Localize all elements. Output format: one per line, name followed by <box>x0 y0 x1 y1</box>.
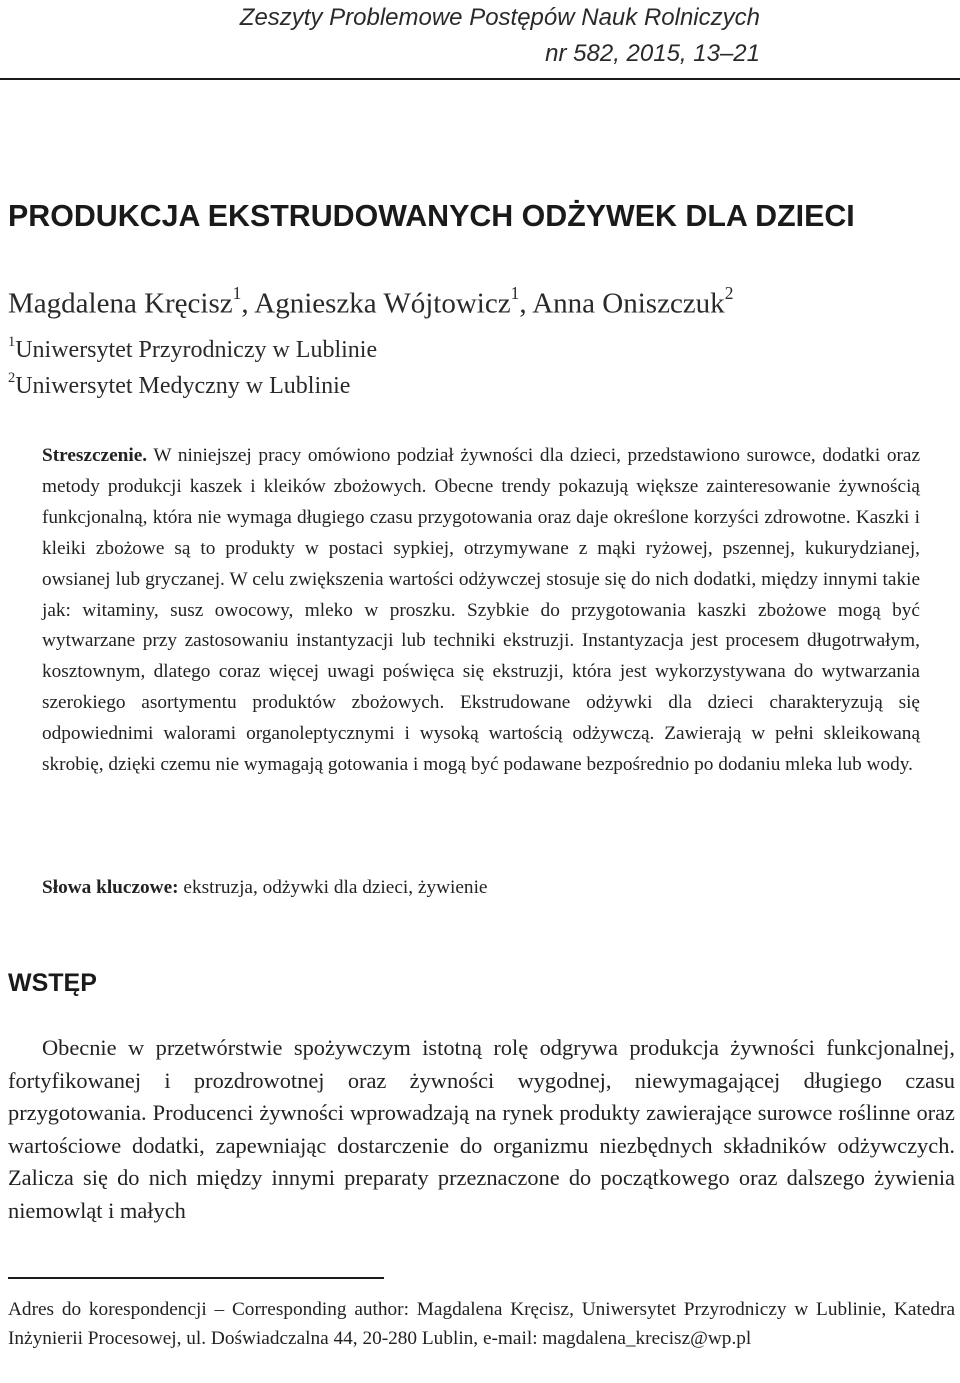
affiliation <box>8 362 350 404</box>
affiliation-number: 1 <box>8 333 16 350</box>
journal-header <box>240 0 760 72</box>
section-heading: WSTĘP <box>8 969 97 997</box>
header-rule <box>0 78 960 80</box>
author-name: Magdalena Kręcisz <box>8 287 233 320</box>
author-affil-ref: 2 <box>724 283 734 304</box>
author-name: Anna Oniszczuk <box>532 287 725 320</box>
keywords <box>42 873 920 903</box>
keywords-text: ekstruzja, odżywki dla dzieci, żywienie <box>178 877 488 898</box>
affiliation-name: Uniwersytet Medyczny w Lublinie <box>15 373 351 399</box>
abstract-label: Streszczenie. <box>42 445 148 466</box>
journal-name: Zeszyty Problemowe Postępów Nauk Rolniczych <box>239 4 760 31</box>
author-name: Agnieszka Wójtowicz <box>254 287 511 320</box>
author-affil-ref: 1 <box>232 283 242 304</box>
affiliation-name: Uniwersytet Przyrodniczy w Lublinie <box>15 337 378 363</box>
abstract <box>42 441 920 781</box>
footnote-rule <box>8 1277 384 1279</box>
author-separator: , <box>241 287 255 320</box>
article-title: PRODUKCJA EKSTRUDOWANYCH ODŻYWEK DLA DZIECI <box>8 198 855 233</box>
abstract-text: W niniejszej pracy omówiono podział żywności dla dzieci, przedstawiono surowce, dodatki oraz metody produkcji kaszek i kleików zbożowych. Obecne trendy pokazują większe zainteresowanie żywnością funkcjonalną, która nie wymaga długiego czasu przygotowania oraz daje określone korzyści zdrowotne. Kaszki i kleiki zbożowe są to produkty w postaci sypkiej, otrzymywane z mąki ryżowej, pszennej, kukurydzianej, owsianej lub gryczanej. W celu zwiększenia wartości odżywczej stosuje się do nich dodatki, między innymi takie jak: witaminy, susz owocowy, mleko w proszku. Szybkie do przygotowania kaszki zbożowe mogą być wytwarzane przy zastosowaniu instantyzacji lub techniki ekstruzji. Instantyzacja jest procesem długotrwałym, kosztownym, dlatego coraz więcej uwagi poświęca się ekstruzji, która jest wykorzystywana do wytwarzania szerokiego asortymentu produktów zbożowych. Ekstrudowane odżywki dla dzieci charakteryzują się odpowiednimi walorami organoleptycznymi i wysoką wartością odżywczą. Zawierają w pełni skleikowaną skrobię, dzięki czemu nie wymagają gotowania i mogą być podawane bezpośrednio po dodaniu mleka lub wody. <box>42 445 920 776</box>
journal-issue: nr 582, 2015, 13–21 <box>545 40 760 67</box>
keywords-label: Słowa kluczowe: <box>42 877 179 898</box>
intro-paragraph: Obecnie w przetwórstwie spożywczym istotną rolę odgrywa produkcja żywności funkcjonalnej, fortyfikowanej i prozdrowotnej oraz żywności wygodnej, niewymagającej długiego czasu przygotowania. Producenci żywności wprowadzają na rynek produkty zawierające surowce roślinne oraz wartościowe dodatki, zapewniając dostarczenie do organizmu niezbędnych składników odżywczych. Zalicza się do nich między innymi preparaty przeznaczone do początkowego oraz dalszego żywienia niemowląt i małych <box>8 1035 955 1223</box>
author-separator: , <box>519 287 533 320</box>
affiliation-number: 2 <box>8 369 16 386</box>
correspondence-footnote: Adres do korespondencji – Corresponding author: Magdalena Kręcisz, Uniwersytet Przyrodniczy w Lublinie, Katedra Inżynierii Procesowej, ul. Doświadczalna 44, 20-280 Lublin, e-mail: magdalena_krecisz@wp.pl <box>8 1299 955 1349</box>
author-affil-ref: 1 <box>510 283 520 304</box>
author-list <box>8 276 733 324</box>
